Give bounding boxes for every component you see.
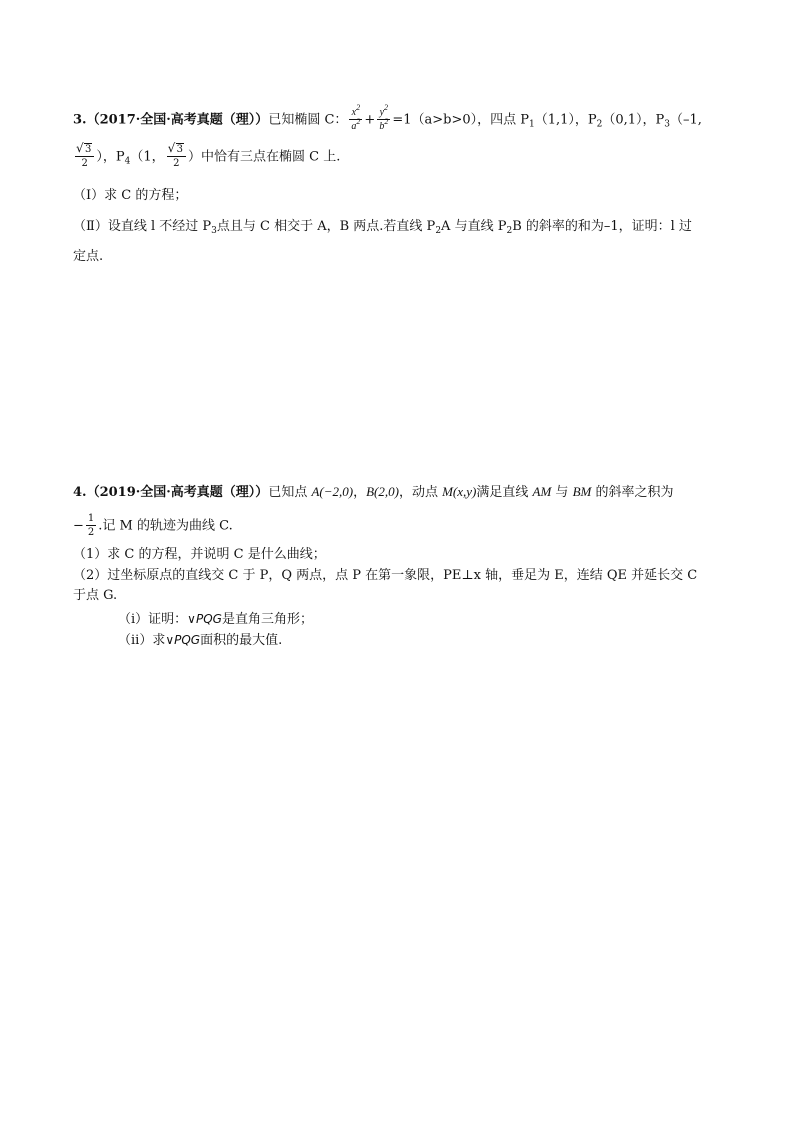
q4-part1: （1）求 C 的方程，并说明 C 是什么曲线； — [73, 547, 326, 562]
q3-part2: （Ⅱ）设直线 l 不经过 $P_3$点且与 C 相交于 A，B 两点.若直线 $P_2A$ 与直线 $P_2B$ 的斜率的和为–1，证明：l 过 — [73, 219, 692, 236]
q4-source: （2019·全国·高考真题（理）） — [86, 485, 269, 500]
q4-triangle-1: ∨PQG — [187, 612, 222, 626]
q3-frac-sqrt3-b: √ $\frac{3}{2}$ — [167, 145, 186, 169]
q3-frac-x: $\frac{x^2}{a^2}$ — [351, 103, 361, 132]
q3-stem-text: 已知椭圆 C： — [268, 112, 348, 128]
q4-stem-line: 4.（2019·全国·高考真题（理））已知点 A(−2,0)，B(2,0)，动点 M(x,y)满足直线 AM 与 BM 的斜率之积为 — [73, 484, 674, 500]
q3-part1: （Ⅰ）求 C 的方程； — [73, 188, 188, 203]
q3-number: 3. — [73, 112, 87, 128]
q4-frac-half: $\frac{1}{2}$ — [87, 513, 95, 538]
q3-stem-line: 3.（2017·全国·高考真题（理））已知椭圆 C： $\frac{x^2}{a^2}$ + $\frac{y^2}{b^2}$ =1（a>b>0），四点 $P_1(1,1)$，$P_2(0,1)$，$P_3(-1$, — [73, 103, 702, 132]
q4-triangle-2: ∨PQG — [165, 633, 201, 647]
q4-stem-line-2: − $\frac{1}{2}$ .记 M 的轨迹为曲线 C. — [73, 513, 233, 538]
q3-frac-y: $\frac{y^2}{b^2}$ — [379, 103, 389, 132]
q3-stem-line-2: √ $\frac{3}{2}$ ），$P_4(1$， √ $\frac{3}{2}$ ）中恰有三点在椭圆 C 上. — [73, 145, 340, 169]
q4-number: 4. — [73, 485, 87, 500]
q3-source: （2017·全国·高考真题（理）） — [86, 112, 269, 128]
q4-sub1: （i）证明：∨PQG是直角三角形； — [118, 612, 313, 627]
q4-sub2: （ii）求∨PQG面积的最大值. — [118, 633, 283, 648]
q4-part2-end: 于点 G. — [73, 588, 118, 603]
q3-part2-end: 定点. — [73, 249, 104, 264]
q3-frac-sqrt3-a: √ $\frac{3}{2}$ — [75, 145, 94, 169]
q4-part2: （2）过坐标原点的直线交 C 于 P，Q 两点，点 P 在第一象限，PE⊥x 轴，垂足为 E，连结 QE 并延长交 C — [73, 568, 698, 583]
